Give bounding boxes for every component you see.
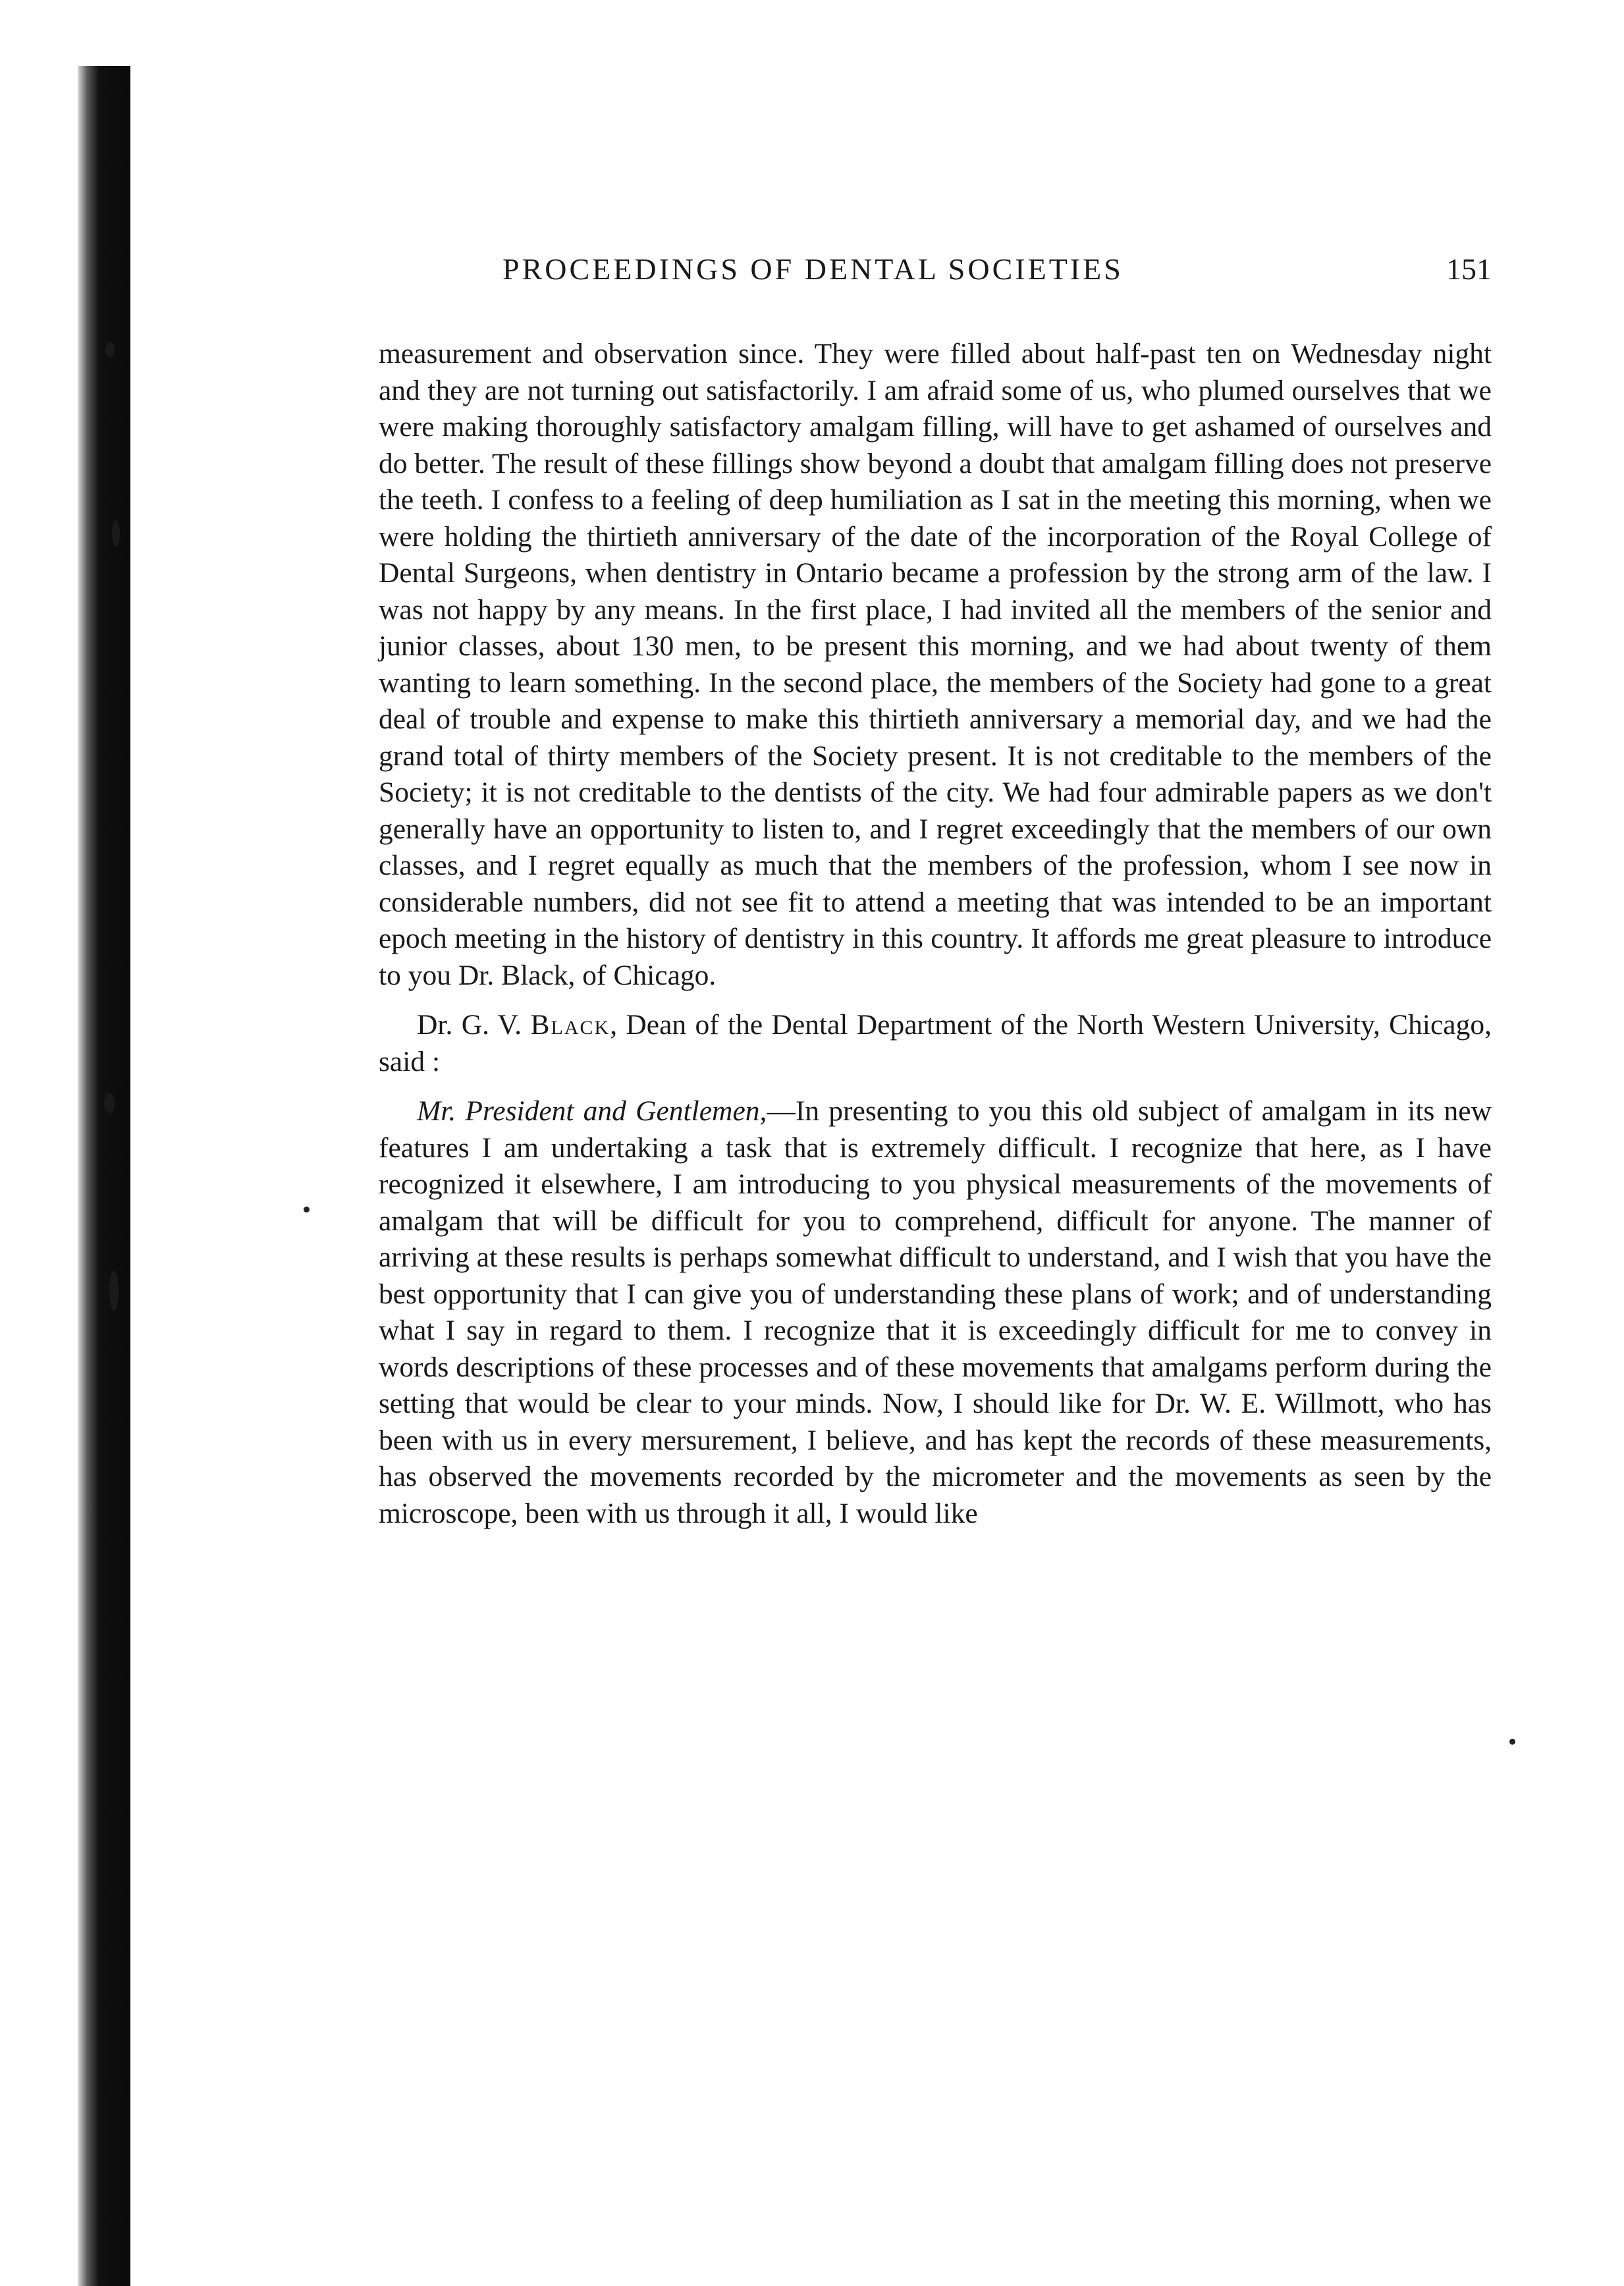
speaker-name: Black [530,1009,610,1041]
paragraph-continued [379,336,1492,994]
spine-speck [109,1271,119,1311]
paragraph-text: , Dean of the Dental Department of the North Western University, Chicago, said : [379,1009,1492,1077]
spine-speck [112,520,120,547]
paragraph-address [379,1093,1492,1532]
salutation: Mr. President and Gentlemen, [417,1095,767,1127]
page-body [379,336,1492,1532]
page-number: 151 [1446,252,1492,286]
running-head [379,252,1492,298]
paragraph-text: measurement and observation since. They were filled about half-past ten on Wednesday night and they are not turning out satisfactorily. I am afraid some of us, who plumed ourselves that we were making thoroughly satisfactory amalgam filling, will have to get ashamed of ourselves and do better. The result of these fillings show beyond a doubt that amalgam filling does not preserve the teeth. I confess to a feeling of deep humiliation as I sat in the meeting this morning, when we were holding the thirtieth anniversary of the date of the incorporation of the Royal College of Dental Surgeons, when dentistry in Ontario became a profession by the strong arm of the law. I was not happy by any means. In the first place, I had invited all the members of the senior and junior classes, about 130 men, to be present this morning, and we had about twenty of them wanting to learn something. In the second place, the members of the Society had gone to a great deal of trouble and expense to make this thirtieth anniversary a memorial day, and we had the grand total of thirty members of the Society present. It is not creditable to the members of the Society; it is not creditable to the dentists of the city. We had four admirable papers as we don't generally have an opportunity to listen to, and I regret exceedingly that the members of our own classes, and I regret equally as much that the members of the profession, whom I see now in considerable numbers, did not see fit to attend a meeting that was intended to be an important epoch meeting in the history of dentistry in this country. It affords me great pleasure to introduce to you Dr. Black, of Chicago. [379,338,1492,991]
margin-mark [1509,1739,1515,1745]
running-title: PROCEEDINGS OF DENTAL SOCIETIES [502,252,1123,286]
spine-speck [104,1093,115,1113]
margin-mark [304,1207,310,1212]
paragraph-text: —In presenting to you this old subject of amalgam in its new features I am undertaking a task that is extremely difficult. I recognize that here, as I have recognized it elsewhere, I am introducing to you physical measurements of the movements of amalgam that will be difficult for you to comprehend, difficult for anyone. The manner of arriving at these results is perhaps somewhat difficult to understand, and I wish that you have the best opportunity that I can give you of understanding these plans of work; and of understanding what I say in regard to them. I recognize that it is exceedingly difficult for me to convey in words descriptions of these processes and of these movements that amalgams perform during the setting that would be clear to your minds. Now, I should like for Dr. W. E. Willmott, who has been with us in every mersurement, I believe, and has kept the records of these measurements, has observed the movements recorded by the micrometer and the movements as seen by the microscope, been with us through it all, I would like [379,1095,1492,1529]
spine-speck [105,342,115,357]
paragraph-speaker-intro [379,1007,1492,1080]
book-spine-shadow [78,66,130,2286]
speaker-prefix: Dr. G. V. [417,1009,522,1041]
